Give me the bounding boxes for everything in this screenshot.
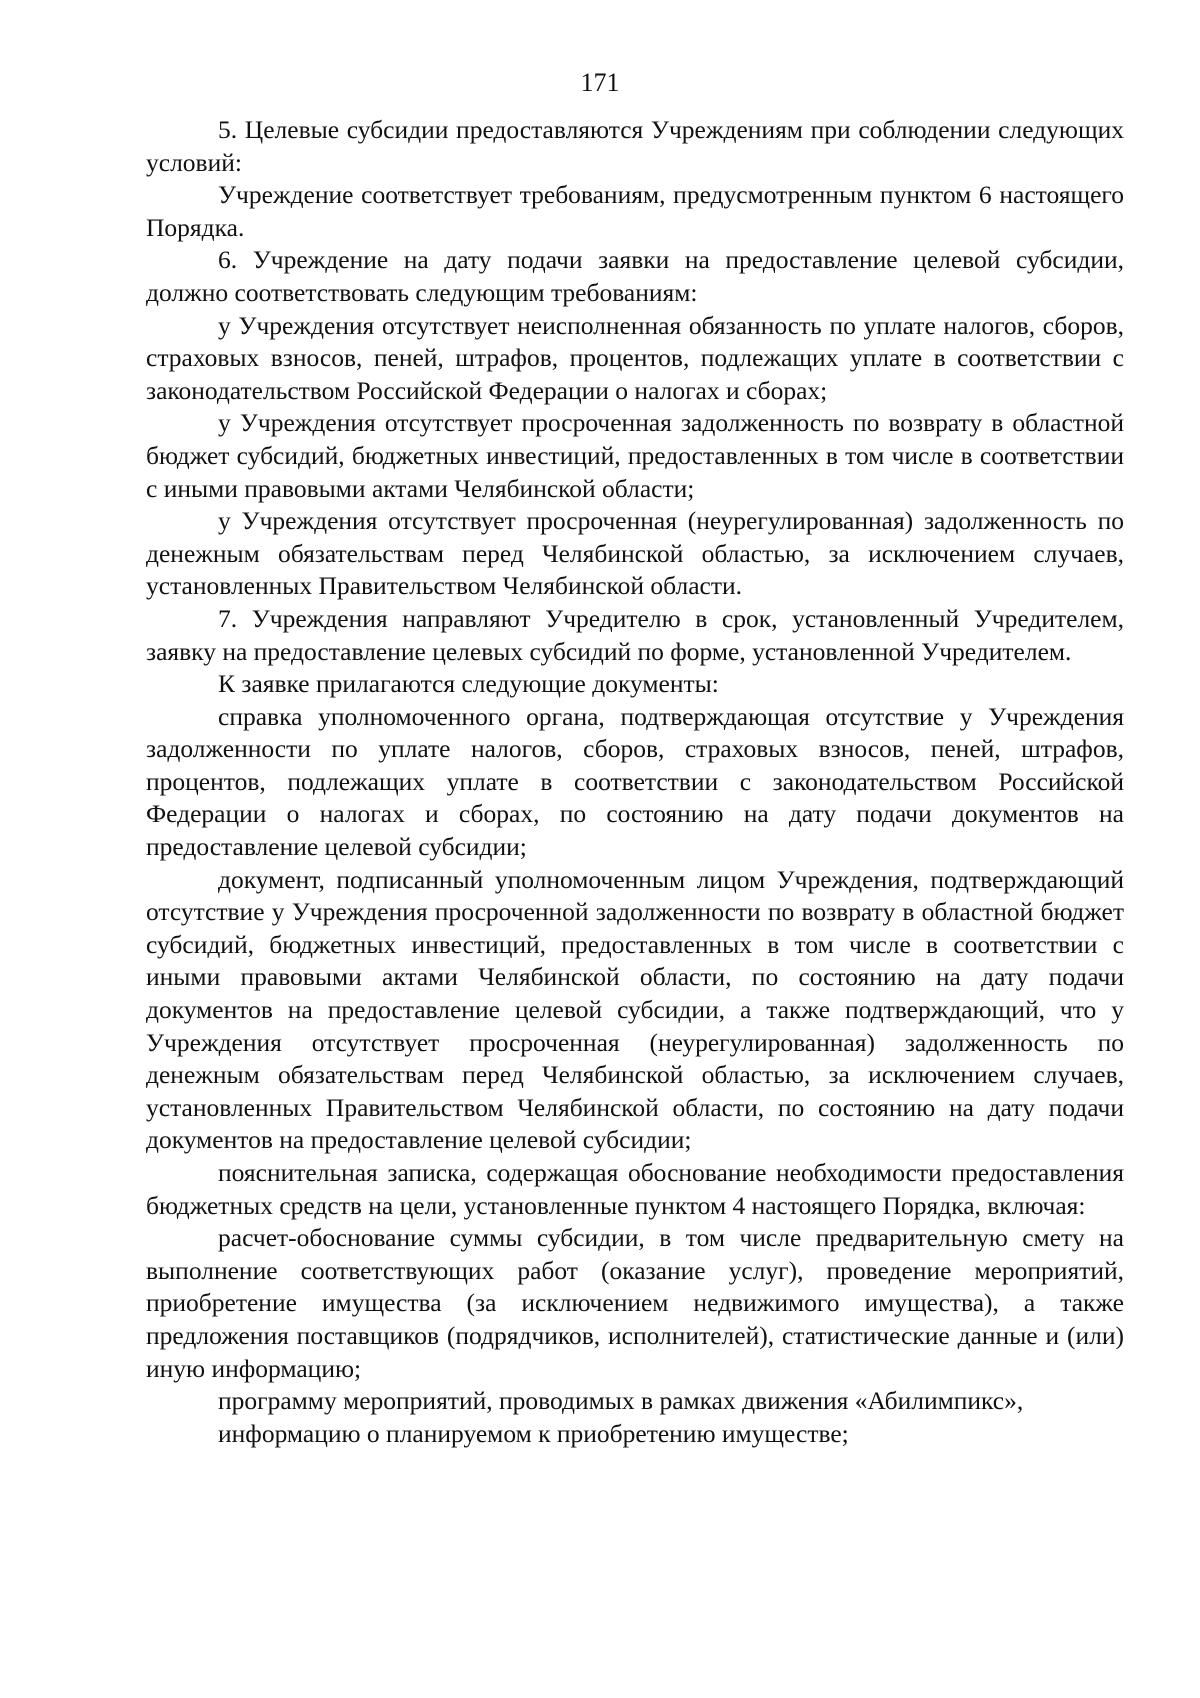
document-body: [146, 114, 1124, 1450]
paragraph-no-tax-debt: у Учреждения отсутствует неисполненная обязанность по уплате налогов, сборов, страховых взносов, пеней, штрафов, процентов, подлежащих уплате в соответствии с законодательством Российской Федерации о налогах и сборах;: [146, 310, 1124, 405]
paragraph-7-application: 7. Учреждения направляют Учредителю в срок, установленный Учредителем, заявку на предоставление целевых субсидий по форме, установленной Учредителем.: [146, 603, 1124, 666]
page-number: 171: [580, 68, 620, 97]
paragraph-explanatory-note: пояснительная записка, содержащая обоснование необходимости предоставления бюджетных средств на цели, установленные пунктом 4 настоящего Порядка, включая:: [146, 1158, 1124, 1220]
paragraph-6-requirements: 6. Учреждение на дату подачи заявки на предоставление целевой субсидии, должно соответствовать следующим требованиям:: [146, 245, 1124, 307]
paragraph-property-information: информацию о планируемом к приобретению имуществе;: [218, 1418, 849, 1448]
paragraph-5-conditions: 5. Целевые субсидии предоставляются Учреждениям при соблюдении следующих условий:: [146, 115, 1124, 177]
paragraph-calculation-justification: расчет-обоснование суммы субсидии, в том числе предварительную смету на выполнение соответствующих работ (оказание услуг), проведение мероприятий, приобретение имущества (за исключением недвижимого имущества), а также предложения поставщиков (подрядчиков, исполнителей), статистические данные и (или) иную информацию;: [146, 1223, 1124, 1383]
paragraph-signed-document: документ, подписанный уполномоченным лицом Учреждения, подтверждающий отсутствие у Учреждения просроченной задолженности по возврату в областной бюджет субсидий, бюджетных инвестиций, предоставленных в том числе в соответствии с иными правовыми актами Челябинской области, по состоянию на дату подачи документов на предоставление целевой субсидии, а также подтверждающий, что у Учреждения отсутствует просроченная (неурегулированная) задолженность по денежным обязательствам перед Челябинской областью, за исключением случаев, установленных Правительством Челябинской области, по состоянию на дату подачи документов на предоставление целевой субсидии;: [146, 864, 1124, 1155]
paragraph-requirement-reference: Учреждение соответствует требованиям, предусмотренным пунктом 6 настоящего Порядка.: [146, 180, 1124, 242]
paragraph-no-overdue-budget-debt: у Учреждения отсутствует просроченная задолженность по возврату в областной бюджет субсидий, бюджетных инвестиций, предоставленных в том числе в соответствии с иными правовыми актами Челябинской области;: [146, 408, 1124, 503]
paragraph-attached-documents: К заявке прилагаются следующие документы:: [218, 669, 719, 699]
paragraph-no-unsettled-obligations: у Учреждения отсутствует просроченная (неурегулированная) задолженность по денежным обязательствам перед Челябинской областью, за исключением случаев, установленных Правительством Челябинской области.: [146, 506, 1124, 601]
paragraph-abilympics-program: программу мероприятий, проводимых в рамках движения «Абилимпикс»,: [218, 1386, 1024, 1416]
paragraph-tax-authority-certificate: справка уполномоченного органа, подтверждающая отсутствие у Учреждения задолженности по уплате налогов, сборов, страховых взносов, пеней, штрафов, процентов, подлежащих уплате в соответствии с законодательством Российской Федерации о налогах и сборах, по состоянию на дату подачи документов на предоставление целевой субсидии;: [146, 701, 1124, 862]
